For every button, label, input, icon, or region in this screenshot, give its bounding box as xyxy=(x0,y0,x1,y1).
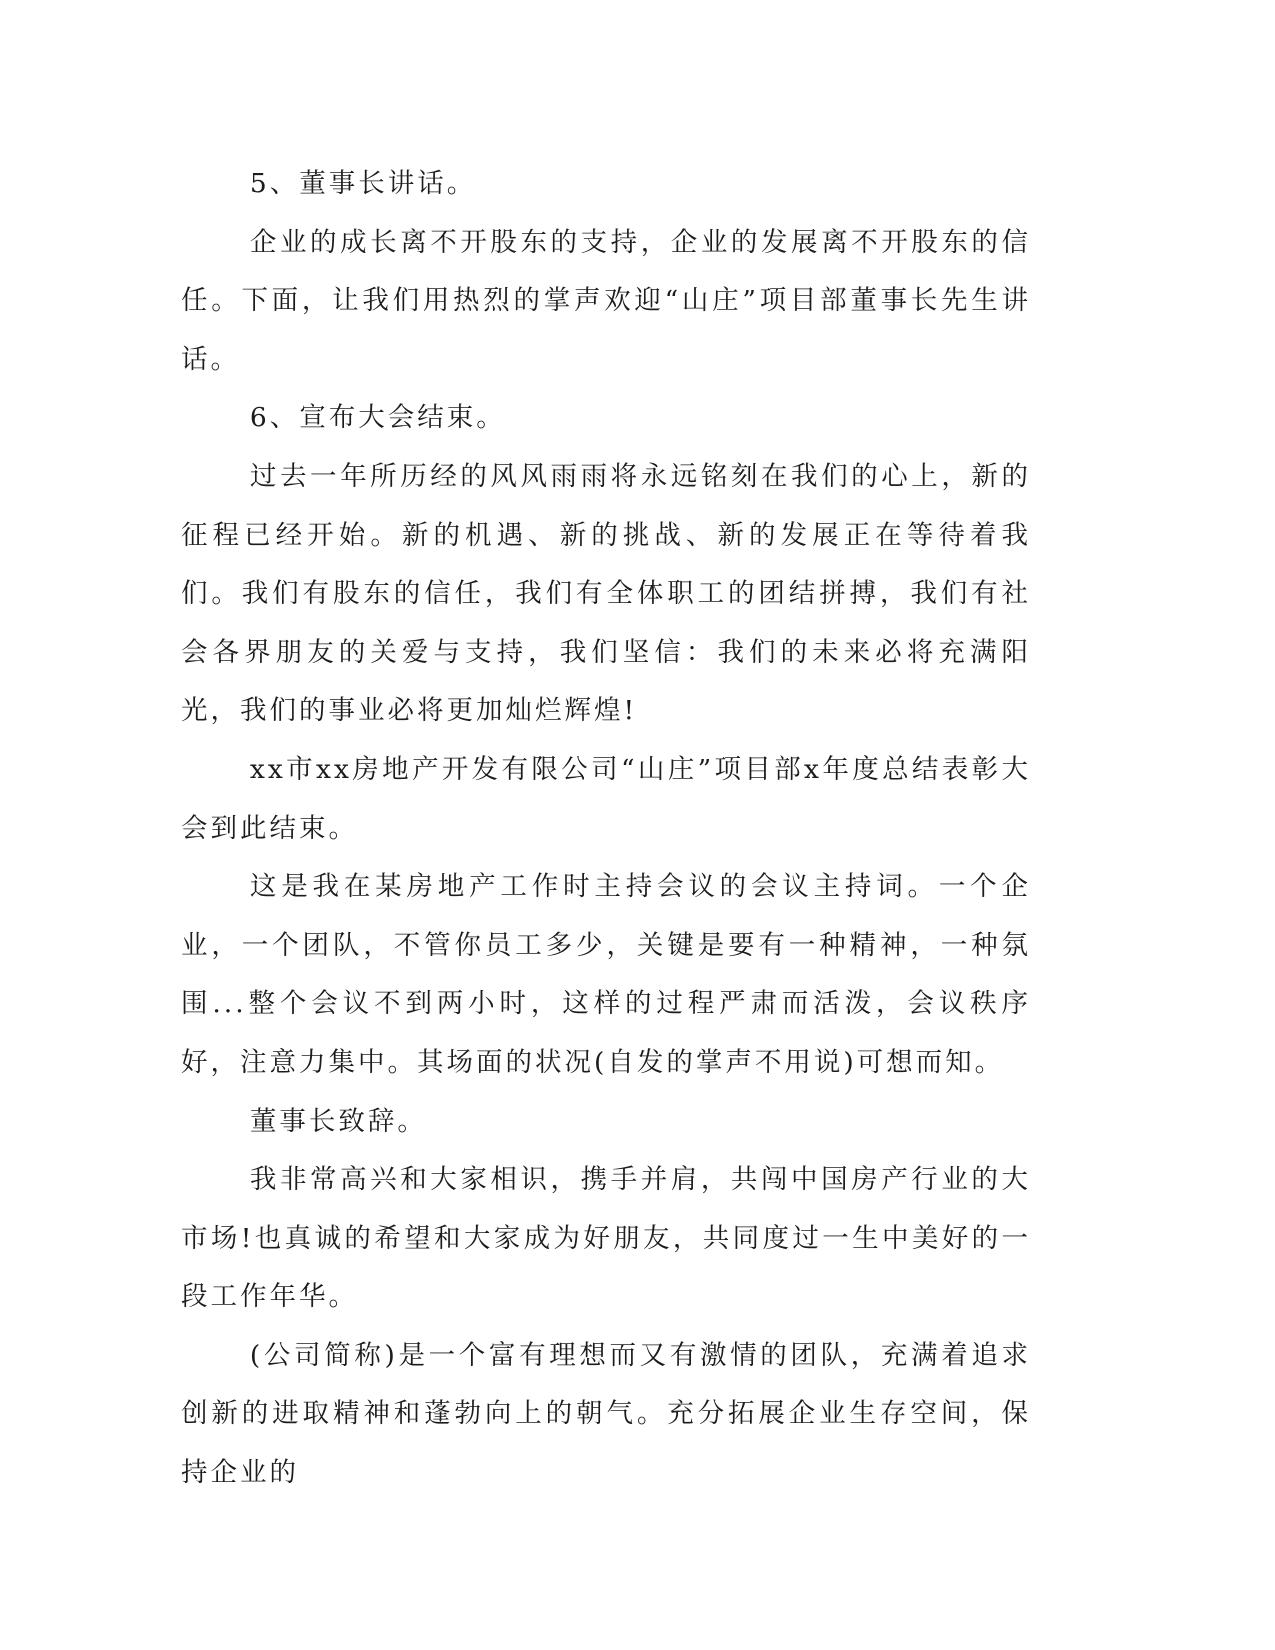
paragraph-author-note: 这是我在某房地产工作时主持会议的会议主持词。一个企业，一个团队，不管你员工多少，关键是要有一种精神，一种氛围...整个会议不到两小时，这样的过程严肃而活泼，会议秩序好，注意力集中。其场面的状况(自发的掌声不用说)可想而知。 xyxy=(181,871,1031,1078)
document-body xyxy=(181,155,1031,1503)
paragraph-meeting-end: xx市xx房地产开发有限公司“山庄”项目部x年度总结表彰大会到此结束。 xyxy=(181,753,1031,844)
paragraph-chairman-speech-heading: 5、董事长讲话。 xyxy=(249,168,477,199)
paragraph-address-greeting: 我非常高兴和大家相识，携手并肩，共闯中国房产行业的大市场!也真诚的希望和大家成为好朋友，共同度过一生中美好的一段工作年华。 xyxy=(181,1164,1031,1313)
paragraph-closing-remarks: 过去一年所历经的风风雨雨将永远铭刻在我们的心上，新的征程已经开始。新的机遇、新的挑战、新的发展正在等待着我们。我们有股东的信任，我们有全体职工的团结拼搏，我们有社会各界朋友的关爱与支持，我们坚信：我们的未来必将充满阳光，我们的事业必将更加灿烂辉煌! xyxy=(181,460,1031,727)
paragraph-chairman-address-heading: 董事长致辞。 xyxy=(249,1105,427,1137)
paragraph-company-description: (公司简称)是一个富有理想而又有激情的团队，充满着追求创新的进取精神和蓬勃向上的朝气。充分拓展企业生存空间，保持企业的 xyxy=(181,1339,1031,1489)
paragraph-closing-heading: 6、宣布大会结束。 xyxy=(249,402,506,434)
paragraph-chairman-intro: 企业的成长离不开股东的支持，企业的发展离不开股东的信任。下面，让我们用热烈的掌声欢迎“山庄”项目部董事长先生讲话。 xyxy=(181,226,1031,375)
